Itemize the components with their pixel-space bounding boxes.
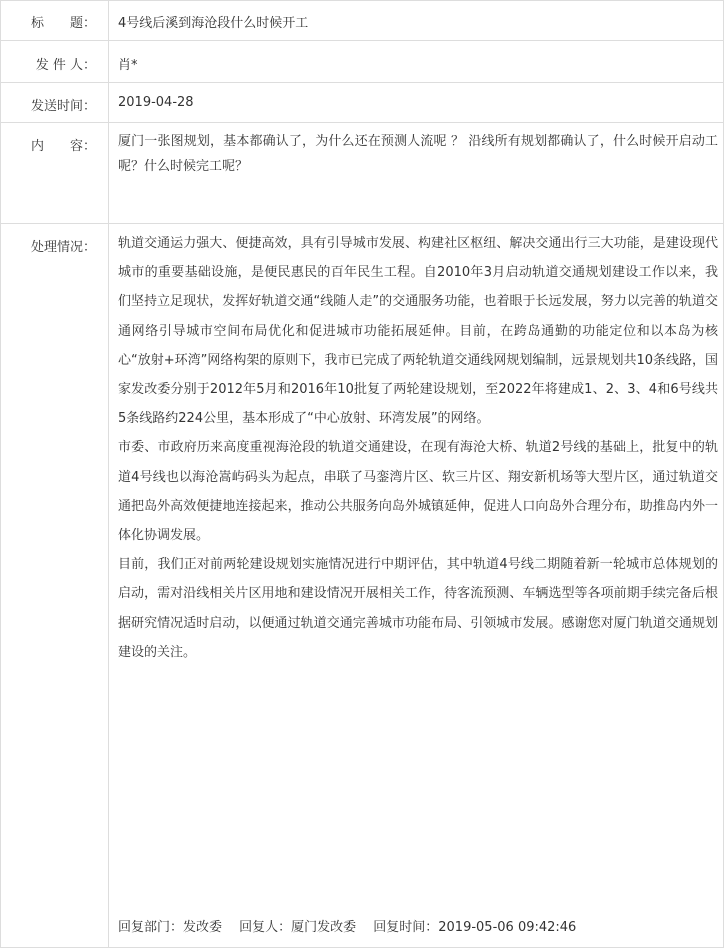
row-handling [0, 224, 724, 948]
handling-label-cell [0, 224, 109, 948]
date-label-cell [0, 83, 109, 122]
reply-signature: 回复部门：发改委 回复人：厦门发改委 回复时间：2019-05-06 09:42:46 [118, 920, 577, 935]
title-label-cell [0, 0, 109, 40]
reply-paragraph: 轨道交通运力强大、便捷高效，具有引导城市发展、构建社区枢纽、解决交通出行三大功能，是建设现代城市的重要基础设施，是便民惠民的百年民生工程。自2010年3月启动轨道交通规划建设工作以来，我们坚持立足现状，发挥好轨道交通“线随人走”的交通服务功能，也着眼于长远发展，努力以完善的轨道交通网络引导城市空间布局优化和促进城市功能拓展延伸。目前，在跨岛通勤的功能定位和以本岛为核心“放射+环湾”网络构架的原则下，我市已完成了两轮轨道交通线网规划编制，远景规划共10条线路，国家发改委分别于2012年5月和2016年10批复了两轮建设规划，至2022年将建成1、2、3、4和6号线共5条线路约224公里，基本形成了“中心放射、环湾发展”的网络。 [118, 236, 718, 427]
content-text: 厦门一张图规划，基本都确认了，为什么还在预测人流呢 ？ 沿线所有规划都确认了，什么时候开启动工呢？什么时候完工呢？ [118, 134, 718, 174]
title-label: 标 题： [30, 16, 96, 31]
row-title [0, 0, 724, 41]
row-content [0, 123, 724, 224]
row-sender [0, 41, 724, 83]
row-date [0, 83, 724, 123]
sender-label-cell [0, 41, 109, 82]
content-label: 内 容： [30, 139, 96, 154]
reply-body [118, 229, 718, 667]
send-date: 2019-04-28 [118, 95, 194, 110]
content-label-cell [0, 123, 109, 223]
letter-content [118, 129, 718, 179]
sender-label: 发 件 人： [35, 58, 96, 73]
handling-label: 处理情况： [30, 240, 96, 255]
date-label: 发送时间： [30, 99, 96, 114]
sender-name: 肖* [118, 58, 138, 73]
letter-title: 4号线后溪到海沧段什么时候开工 [118, 16, 309, 31]
reply-paragraph: 市委、市政府历来高度重视海沧段的轨道交通建设，在现有海沧大桥、轨道2号线的基础上，批复中的轨道4号线也以海沧嵩屿码头为起点，串联了马銮湾片区、软三片区、翔安新机场等大型片区，通过轨道交通把岛外高效便捷地连接起来，推动公共服务向岛外城镇延伸，促进人口向岛外合理分布，助推岛内外一体化协调发展。 [118, 440, 718, 544]
reply-paragraph: 目前，我们正对前两轮建设规划实施情况进行中期评估，其中轨道4号线二期随着新一轮城市总体规划的启动，需对沿线相关片区用地和建设情况开展相关工作，待客流预测、车辆选型等各项前期手续完备后根据研究情况适时启动，以便通过轨道交通完善城市功能布局、引领城市发展。感谢您对厦门轨道交通规划建设的关注。 [118, 557, 718, 660]
